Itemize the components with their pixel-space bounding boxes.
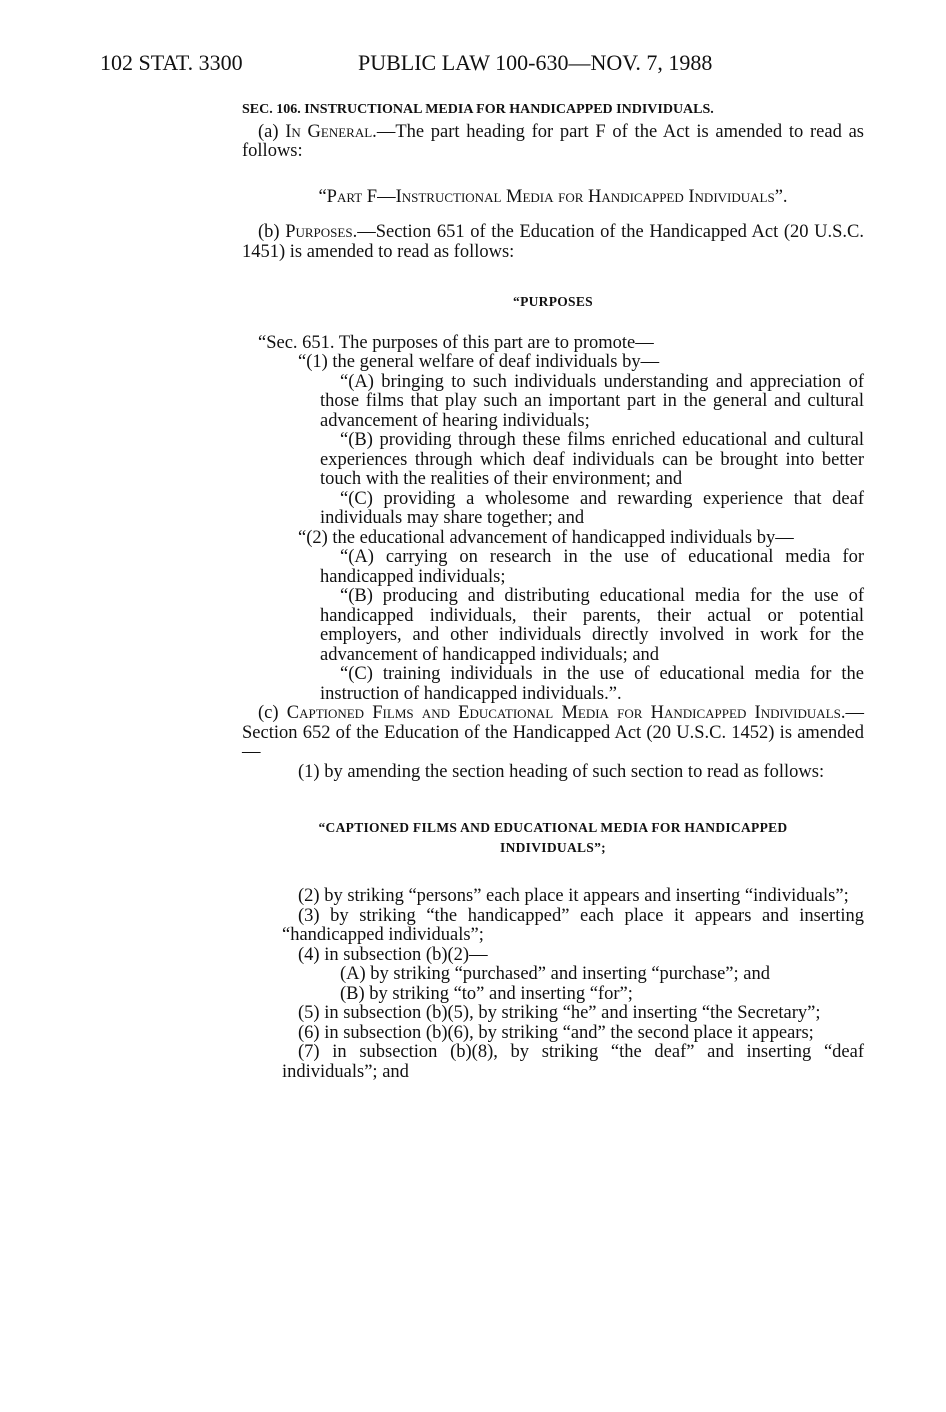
subsection-a-label: (a) bbox=[258, 121, 286, 142]
public-law-citation: PUBLIC LAW 100-630—NOV. 7, 1988 bbox=[358, 50, 713, 75]
amendment-4-b: (B) by striking “to” and inserting “for”; bbox=[340, 983, 633, 1004]
running-header bbox=[100, 50, 800, 80]
subsection-b-label: (b) bbox=[258, 222, 286, 242]
paragraph-2-b: “(B) producing and distributing educational media for the use of handicapped individuals, their parents, their actual or potential employers, and other individuals directly involved in work for the advancement of handicapped individuals; and bbox=[320, 586, 864, 665]
paragraph-1-c: “(C) providing a wholesome and rewarding experience that deaf individuals may share together; and bbox=[320, 488, 864, 528]
subsection-c-caption: Captioned Films and Educational Media for Handicapped Individuals. bbox=[286, 703, 846, 723]
paragraph-1: “(1) the general welfare of deaf individuals by— bbox=[298, 352, 660, 372]
paragraph-1-a: “(A) bringing to such individuals understanding and appreciation of those films that play such an important part in the general and cultural advancement of hearing individuals; bbox=[320, 371, 864, 431]
subsection-b-text: —Section 651 of the Education of the Handicapped Act (20 U.S.C. 1451) is amended to read as follows: bbox=[242, 222, 865, 262]
amendment-4-a: (A) by striking “purchased” and inserting “purchase”; and bbox=[340, 964, 770, 984]
amendment-1: (1) by amending the section heading of such section to read as follows: bbox=[298, 761, 825, 782]
statute-body bbox=[242, 100, 864, 1082]
amendment-5: (5) in subsection (b)(5), by striking “he” and inserting “the Secretary”; bbox=[298, 1003, 821, 1023]
amendment-7: (7) in subsection (b)(8), by striking “the deaf” and inserting “deaf individuals”; and bbox=[282, 1042, 864, 1082]
subsection-a-caption: In General. bbox=[285, 121, 377, 142]
paragraph-2-c: “(C) training individuals in the use of educational media for the instruction of handicapped individuals.”. bbox=[320, 664, 864, 704]
paragraph-1-b: “(B) providing through these films enriched educational and cultural experiences through which deaf individuals can be brought into better touch with the realities of their environment; and bbox=[320, 430, 864, 489]
amendment-3: (3) by striking “the handicapped” each place it appears and inserting “handicapped individuals”; bbox=[282, 905, 864, 945]
subsection-c-label: (c) bbox=[258, 703, 287, 723]
subsection-c-text: —Section 652 of the Education of the Handicapped Act (20 U.S.C. 1452) is amended— bbox=[242, 703, 864, 762]
statute-page-number: 102 STAT. 3300 bbox=[100, 50, 243, 75]
section-heading: SEC. 106. INSTRUCTIONAL MEDIA FOR HANDICAPPED INDIVIDUALS. bbox=[242, 102, 714, 117]
paragraph-2-a: “(A) carrying on research in the use of educational media for handicapped individuals; bbox=[320, 547, 864, 587]
subsection-b bbox=[242, 223, 864, 262]
subsection-c bbox=[242, 704, 864, 763]
subsection-b-caption: Purposes. bbox=[285, 222, 358, 242]
purposes-heading: “PURPOSES bbox=[513, 294, 593, 309]
amendment-4: (4) in subsection (b)(2)— bbox=[298, 944, 488, 965]
sec-651-lead: “Sec. 651. The purposes of this part are to promote— bbox=[258, 332, 654, 353]
subsection-a-text: —The part heading for part F of the Act is amended to read as follows: bbox=[242, 121, 864, 161]
paragraph-2: “(2) the educational advancement of handicapped individuals by— bbox=[298, 527, 794, 548]
amendment-2: (2) by striking “persons” each place it appears and inserting “individuals”; bbox=[298, 886, 849, 906]
part-f-heading: “Part F—Instructional Media for Handicapped Individuals”. bbox=[318, 186, 788, 207]
captioned-films-heading: “CAPTIONED FILMS AND EDUCATIONAL MEDIA FOR HANDICAPPED INDIVIDUALS”; bbox=[318, 820, 788, 855]
amendment-6: (6) in subsection (b)(6), by striking “and” the second place it appears; bbox=[298, 1022, 814, 1043]
subsection-a bbox=[242, 123, 864, 162]
